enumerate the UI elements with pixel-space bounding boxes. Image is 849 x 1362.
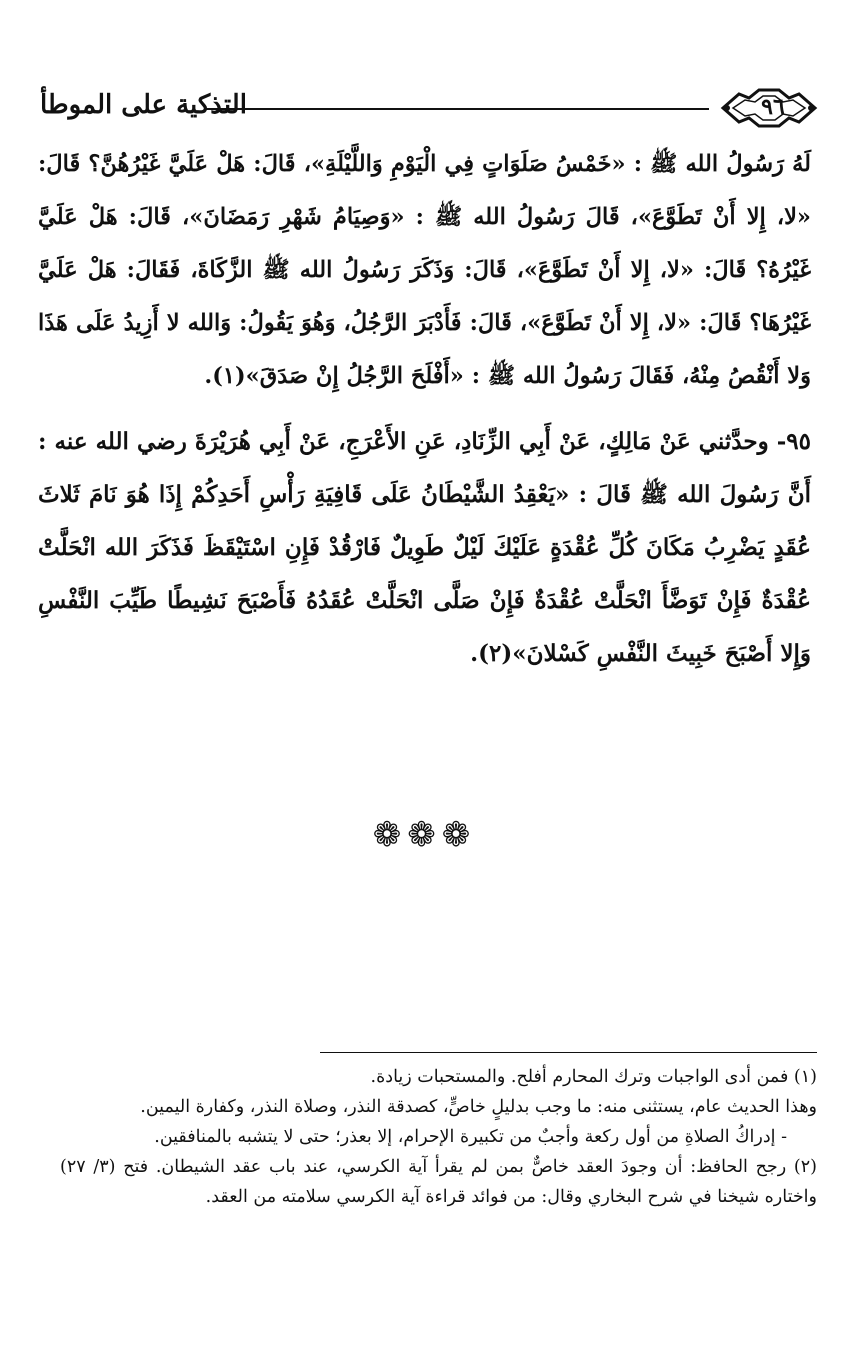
page-number-badge <box>719 84 819 132</box>
header-rule <box>205 108 709 110</box>
main-text <box>38 138 811 680</box>
footnote-2: (٢) رجح الحافظ: أن وجودَ العقد خاصٌّ بمن لم يقرأ آية الكرسي، عند باب عقد الشيطان. فتح (٣/ ٢٧) واختاره شيخنا في شرح البخاري وقال: من فوائد قراءة آية الكرسي سلامته من العقد. <box>60 1157 817 1207</box>
footnote-rule <box>320 1052 817 1053</box>
section-separator-ornament: ❁❁❁ <box>372 815 477 855</box>
footnotes <box>60 1062 817 1212</box>
page-number: ٩٦ <box>761 94 785 120</box>
page-header <box>40 84 819 136</box>
footnote-1-line-3: - إدراكُ الصلاةِ من أول ركعة وأجبٌ من تكبيرة الإحرام، إلا بعذر؛ حتى لا يتشبه بالمنافقين. <box>154 1127 787 1147</box>
footnote-1-line-1: (١) فمن أدى الواجبات وترك المحارم أفلح. والمستحبات زيادة. <box>370 1067 817 1087</box>
hadith-paragraph-2: ٩٥- وحدَّثني عَنْ مَالِكٍ، عَنْ أَبِي الزِّنَادِ، عَنِ الأَعْرَجِ، عَنْ أَبِي هُرَيْرَةَ رضي الله عنه : أَنَّ رَسُولَ الله ﷺ قَالَ : «يَعْقِدُ الشَّيْطَانُ عَلَى قَافِيَةِ رَأْسِ أَحَدِكُمْ إِذَا هُوَ نَامَ ثَلاثَ عُقَدٍ يَضْرِبُ مَكَانَ كُلِّ عُقْدَةٍ عَلَيْكَ لَيْلٌ طَوِيلٌ فَارْقُدْ فَإِنِ اسْتَيْقَظَ فَذَكَرَ الله انْحَلَّتْ عُقْدَةٌ فَإِنْ تَوَضَّأَ انْحَلَّتْ عُقْدَةٌ فَإِنْ صَلَّى انْحَلَّتْ عُقَدُهُ فَأَصْبَحَ نَشِيطًا طَيِّبَ النَّفْسِ وَإِلا أَصْبَحَ خَبِيثَ النَّفْسِ كَسْلانَ»(٢). <box>38 428 811 667</box>
footnote-1-line-2: وهذا الحديث عام، يستثنى منه: ما وجب بدليلٍ خاصٍّ، كصدقة النذر، وصلاة النذر، وكفارة اليمين. <box>140 1097 817 1117</box>
hadith-paragraph-1: لَهُ رَسُولُ الله ﷺ : «خَمْسُ صَلَوَاتٍ فِي الْيَوْمِ وَاللَّيْلَةِ»، قَالَ: هَلْ عَلَيَّ غَيْرُهُنَّ؟ قَالَ: «لا، إِلا أَنْ تَطَوَّعَ»، قَالَ رَسُولُ الله ﷺ : «وَصِيَامُ شَهْرِ رَمَضَانَ»، قَالَ: هَلْ عَلَيَّ غَيْرُهُ؟ قَالَ: «لا، إِلا أَنْ تَطَوَّعَ»، قَالَ: وَذَكَرَ رَسُولُ الله ﷺ الزَّكَاةَ، فَقَالَ: هَلْ عَلَيَّ غَيْرُهَا؟ قَالَ: «لا، إِلا أَنْ تَطَوَّعَ»، قَالَ: فَأَدْبَرَ الرَّجُلُ، وَهُوَ يَقُولُ: وَالله لا أَزِيدُ عَلَى هَذَا وَلا أَنْقُصُ مِنْهُ، فَقَالَ رَسُولُ الله ﷺ : «أَفْلَحَ الرَّجُلُ إِنْ صَدَقَ»(١). <box>38 151 811 389</box>
running-title: التذكية على الموطأ <box>40 90 247 120</box>
